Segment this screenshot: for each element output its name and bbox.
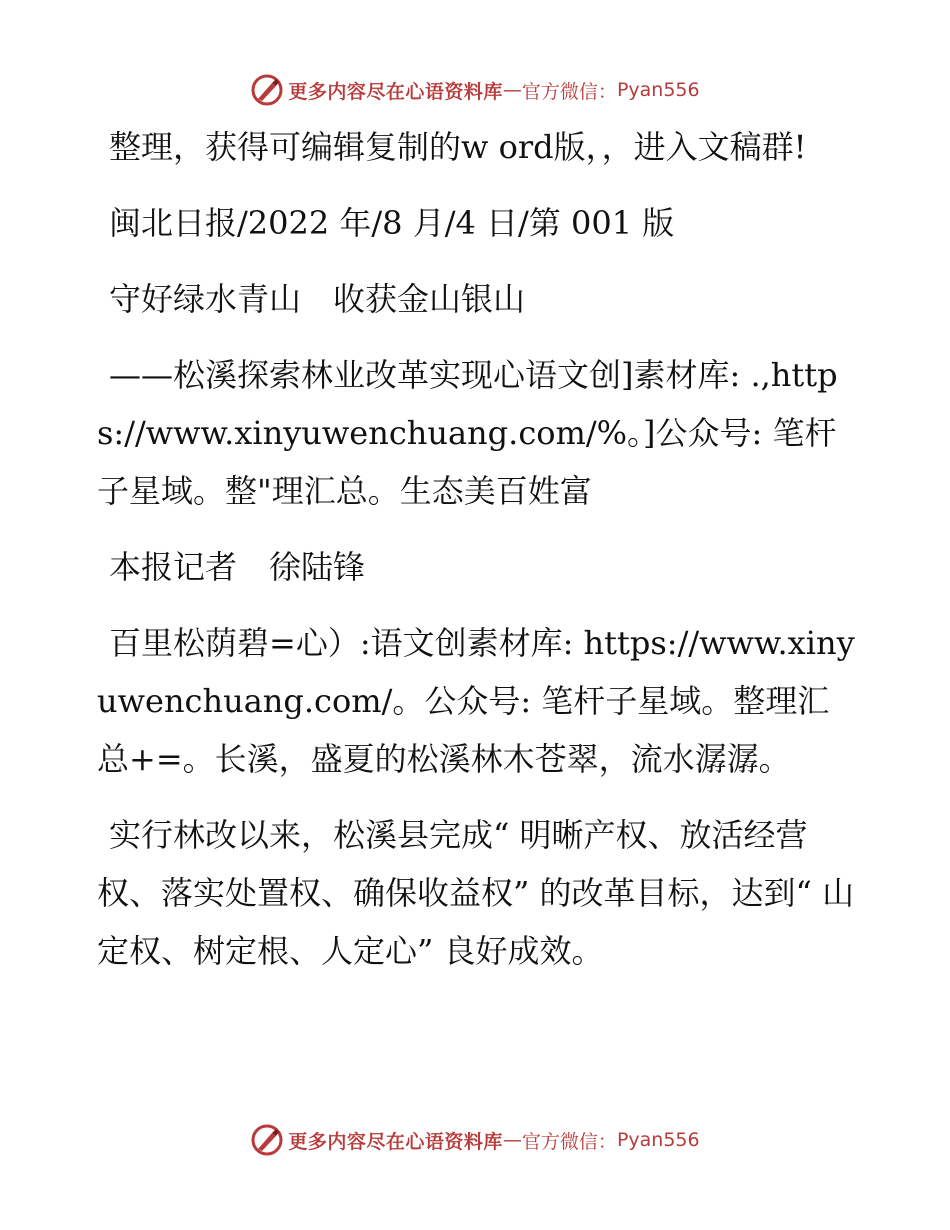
pen-logo-icon bbox=[250, 73, 284, 107]
body-paragraph: 百里松荫碧=心）:语文创素材库: https://www.xinyuwenchuang.com/。公众号: 笔杆子星域。整理汇总+=。长溪，盛夏的松溪林木苍翠，流水潺潺。 bbox=[97, 624, 855, 778]
banner-wechat-id: Pyan556 bbox=[616, 79, 700, 101]
body-paragraph: 实行林改以来，松溪县完成“ 明晰产权、放活经营权、落实处置权、确保收益权” 的改革目标，达到“ 山定权、树定根、人定心” 良好成效。 bbox=[97, 816, 855, 970]
document-body bbox=[97, 118, 857, 998]
intro-paragraph: 整理，获得可编辑复制的w ord版，，进入文稿群! bbox=[109, 128, 807, 166]
header-banner bbox=[0, 70, 950, 110]
banner-separator: — bbox=[502, 79, 522, 101]
banner-title: 更多内容尽在心语资料库 bbox=[288, 80, 503, 103]
publication-line: 闽北日报/2022 年/8 月/4 日/第 001 版 bbox=[109, 204, 675, 242]
banner-wechat-id: Pyan556 bbox=[616, 1129, 700, 1151]
banner-wechat-label: 官方微信： bbox=[521, 80, 617, 103]
article-title: 守好绿水青山 收获金山银山 bbox=[109, 280, 526, 318]
pen-logo-icon bbox=[250, 1123, 284, 1157]
banner-title: 更多内容尽在心语资料库 bbox=[288, 1130, 503, 1153]
banner-separator: — bbox=[502, 1129, 522, 1151]
byline: 本报记者 徐陆锋 bbox=[109, 548, 366, 586]
banner-wechat-label: 官方微信： bbox=[521, 1130, 617, 1153]
article-subtitle: ——松溪探索林业改革实现心语文创]素材库: .,https://www.xinyuwenchuang.com/%。]公众号: 笔杆子星域。整"理汇总。生态美百姓富 bbox=[97, 356, 838, 510]
footer-banner bbox=[0, 1120, 950, 1160]
